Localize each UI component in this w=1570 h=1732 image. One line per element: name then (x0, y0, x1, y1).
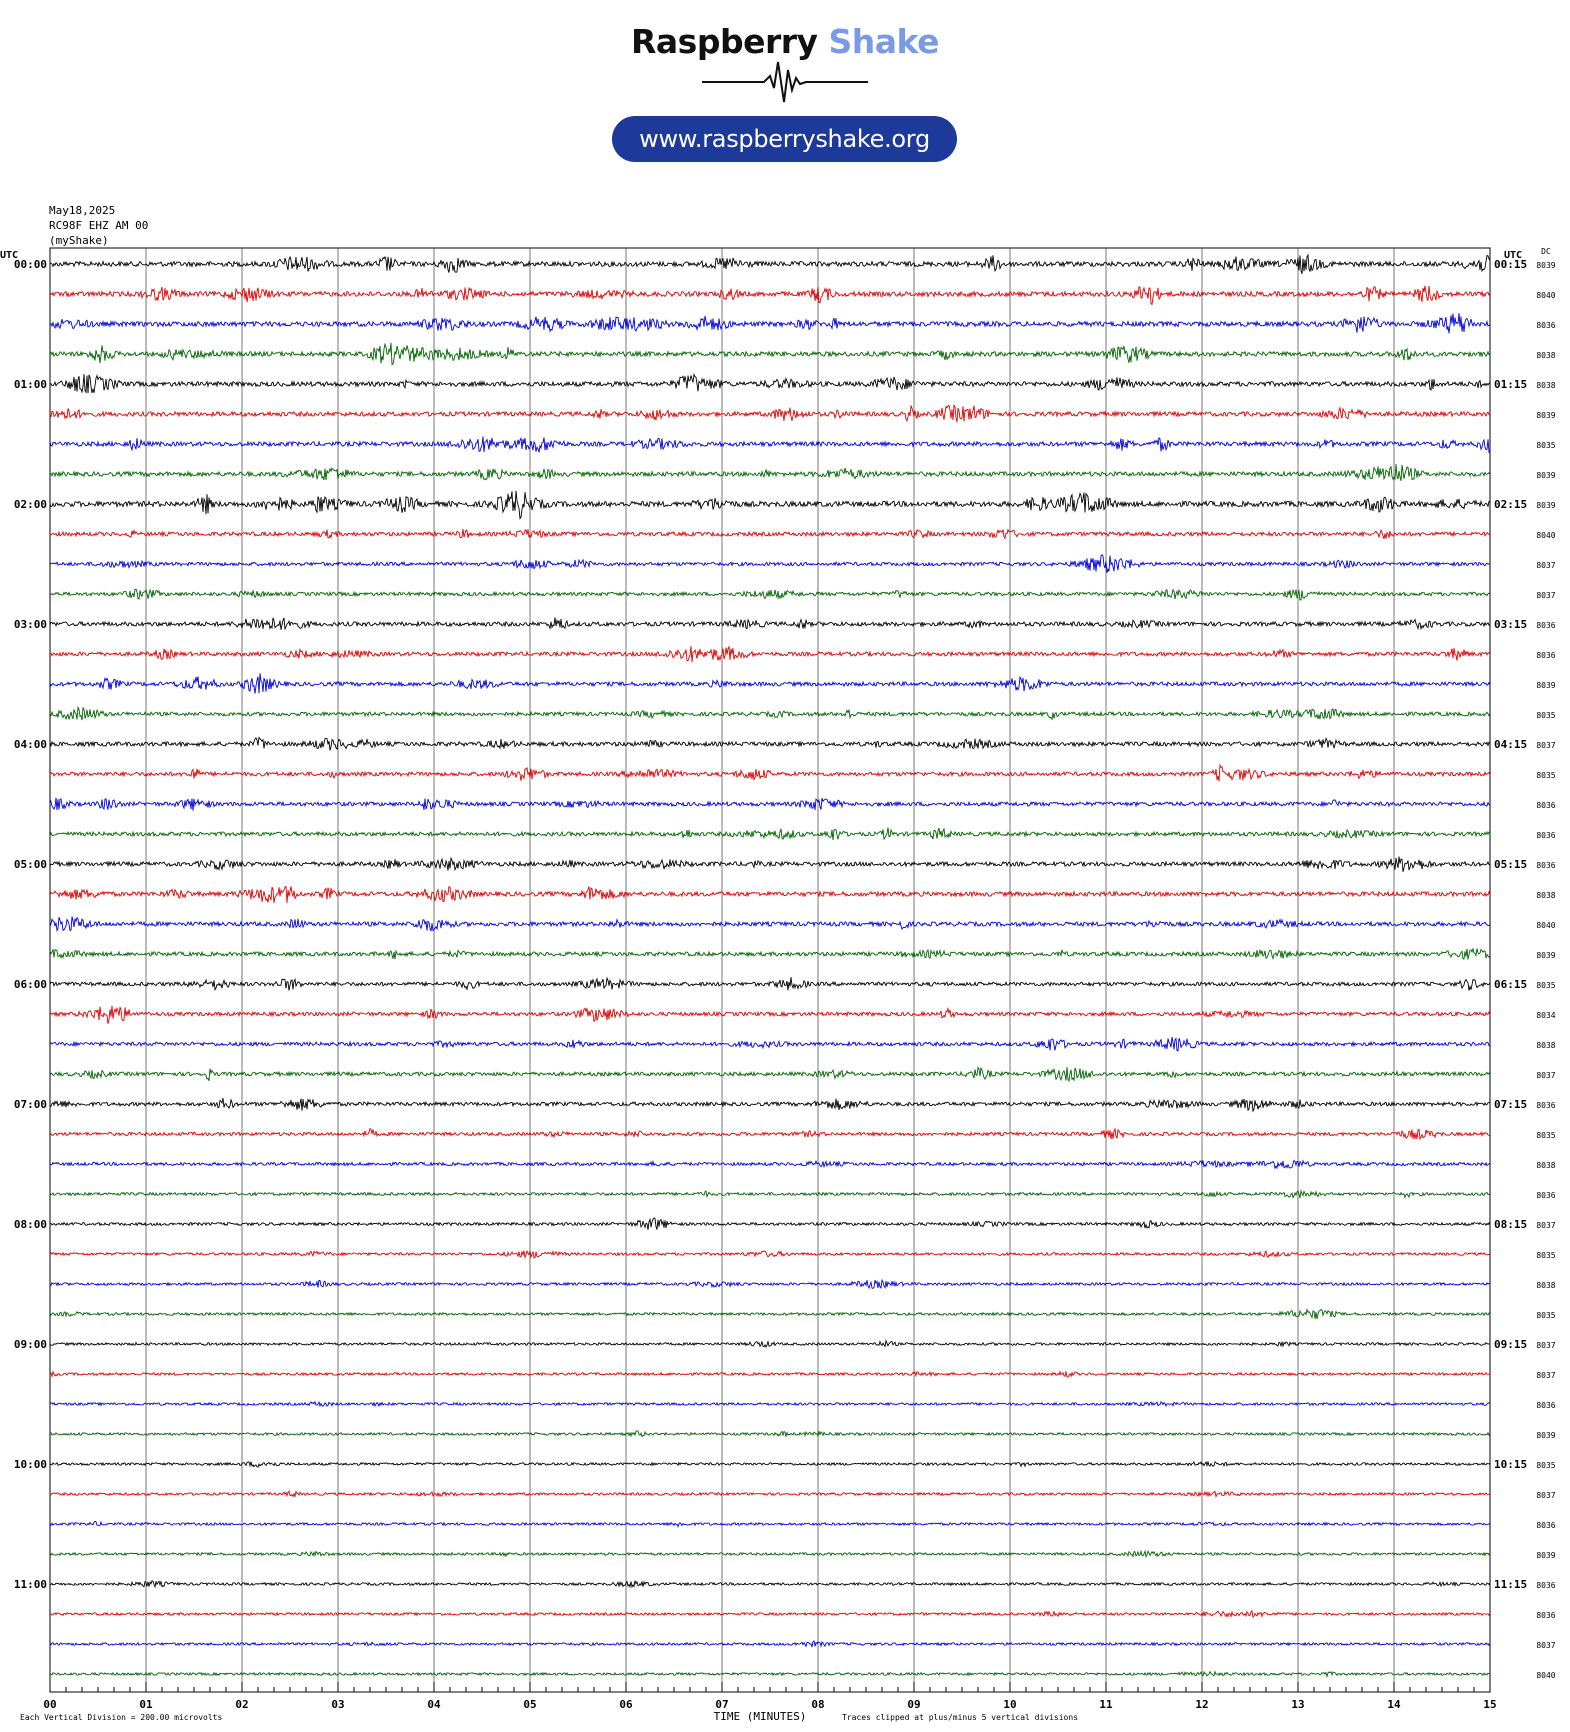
right-time-label: 05:15 (1494, 858, 1528, 871)
left-axis-header: UTC (0, 250, 19, 261)
x-tick-label: 11 (1099, 1698, 1113, 1711)
dc-value: 8038 (1536, 891, 1556, 900)
left-time-label: 11:00 (13, 1578, 47, 1591)
left-time-label: 09:00 (13, 1338, 47, 1351)
seismogram-trace (50, 1310, 1490, 1319)
dc-value: 8036 (1536, 321, 1556, 330)
dc-value: 8036 (1536, 801, 1556, 810)
dc-value: 8035 (1536, 1311, 1556, 1320)
seismogram-trace (50, 828, 1490, 840)
seismogram-trace (50, 1191, 1490, 1198)
dc-value: 8040 (1536, 921, 1556, 930)
right-time-label: 03:15 (1494, 618, 1528, 631)
x-tick-label: 01 (139, 1698, 153, 1711)
x-tick-label: 12 (1195, 1698, 1209, 1711)
dc-value: 8036 (1536, 1101, 1556, 1110)
seismogram-trace (50, 1371, 1490, 1377)
seismogram-trace (50, 1006, 1490, 1024)
dc-value: 8035 (1536, 441, 1556, 450)
seismogram-trace (50, 405, 1490, 422)
left-time-label: 07:00 (13, 1098, 47, 1111)
dc-value: 8037 (1536, 561, 1556, 570)
seismogram-trace (50, 765, 1490, 781)
x-tick-label: 07 (715, 1698, 729, 1711)
seismogram-trace (50, 1067, 1490, 1081)
seismogram-trace (50, 529, 1490, 539)
dc-value: 8037 (1536, 741, 1556, 750)
seismogram-trace (50, 1280, 1490, 1288)
seismogram-trace (50, 555, 1490, 573)
seismogram-trace (50, 374, 1490, 393)
seismogram-trace (50, 1581, 1490, 1587)
x-axis-label: TIME (MINUTES) (713, 1710, 807, 1723)
dc-value: 8039 (1536, 681, 1556, 690)
seismogram-trace (50, 977, 1490, 990)
seismogram-trace (50, 1491, 1490, 1496)
x-tick-label: 04 (427, 1698, 441, 1711)
logo-word-raspberry: Raspberry (631, 22, 818, 61)
seismogram-trace (50, 707, 1490, 720)
seismogram-trace (50, 464, 1490, 481)
left-time-label: 05:00 (13, 858, 47, 871)
logo-word-shake: Shake (828, 22, 939, 61)
x-tick-label: 00 (43, 1698, 57, 1711)
seismogram-trace (50, 313, 1490, 333)
seismogram-trace (50, 798, 1490, 811)
dc-value: 8039 (1536, 1431, 1556, 1440)
dc-value: 8037 (1536, 1371, 1556, 1380)
seismogram-trace (50, 1218, 1490, 1230)
left-time-label: 00:00 (13, 258, 47, 271)
right-axis-header: UTC (1504, 250, 1523, 261)
dc-value: 8037 (1536, 591, 1556, 600)
plot-frame (50, 248, 1490, 1692)
x-tick-label: 15 (1483, 1698, 1497, 1711)
x-tick-label: 05 (523, 1698, 537, 1711)
dc-value: 8036 (1536, 1581, 1556, 1590)
seismogram-trace (50, 437, 1490, 453)
dc-value: 8034 (1536, 1011, 1556, 1020)
seismogram-trace (50, 738, 1490, 751)
footer-clip-note: Traces clipped at plus/minus 5 vertical divisions (842, 1713, 1079, 1722)
dc-value: 8040 (1536, 1671, 1556, 1680)
dc-value: 8036 (1536, 861, 1556, 870)
dc-value: 8036 (1536, 831, 1556, 840)
dc-value: 8039 (1536, 1551, 1556, 1560)
seismogram-trace (50, 1251, 1490, 1258)
left-time-label: 01:00 (13, 378, 47, 391)
dc-value: 8035 (1536, 1461, 1556, 1470)
left-time-label: 10:00 (13, 1458, 47, 1471)
dc-value: 8038 (1536, 1041, 1556, 1050)
dc-value: 8035 (1536, 1131, 1556, 1140)
seismogram-trace (50, 857, 1490, 872)
seismogram-trace (50, 1551, 1490, 1556)
x-tick-label: 03 (331, 1698, 345, 1711)
seismogram-trace (50, 1672, 1490, 1677)
right-time-label: 06:15 (1494, 978, 1528, 991)
dc-value: 8039 (1536, 261, 1556, 270)
dc-value: 8039 (1536, 951, 1556, 960)
right-time-label: 11:15 (1494, 1578, 1528, 1591)
seismogram-trace (50, 1161, 1490, 1169)
dc-value: 8039 (1536, 501, 1556, 510)
x-tick-label: 10 (1003, 1698, 1017, 1711)
seismogram-trace (50, 255, 1490, 274)
dc-value: 8036 (1536, 651, 1556, 660)
seismogram-trace (50, 1129, 1490, 1140)
dc-value: 8036 (1536, 1401, 1556, 1410)
x-tick-label: 06 (619, 1698, 633, 1711)
seismogram-trace (50, 673, 1490, 693)
seismogram-trace (50, 1611, 1490, 1617)
plot-grid (50, 248, 1490, 1692)
dc-value: 8035 (1536, 981, 1556, 990)
plot-date: May18,2025 (49, 204, 116, 217)
seismogram-trace (50, 1462, 1490, 1468)
seismogram-trace (50, 1037, 1490, 1051)
left-time-label: 04:00 (13, 738, 47, 751)
dc-value: 8038 (1536, 351, 1556, 360)
seismogram-trace (50, 1341, 1490, 1347)
right-time-label: 09:15 (1494, 1338, 1528, 1351)
seismogram-trace (50, 1641, 1490, 1647)
seismogram-trace (50, 589, 1490, 600)
dc-value: 8035 (1536, 771, 1556, 780)
seismogram-trace (50, 646, 1490, 662)
dc-value: 8036 (1536, 1611, 1556, 1620)
seismogram-trace (50, 1098, 1490, 1111)
dc-value: 8040 (1536, 531, 1556, 540)
dc-value: 8038 (1536, 381, 1556, 390)
dc-value: 8037 (1536, 1341, 1556, 1350)
seismogram-trace (50, 917, 1490, 932)
network-name: (myShake) (49, 234, 109, 247)
seismogram-trace (50, 1521, 1490, 1526)
footer-scale-note: Each Vertical Division = 200.00 microvolts (20, 1713, 223, 1722)
left-time-label: 06:00 (13, 978, 47, 991)
seismogram-trace (50, 1402, 1490, 1407)
dc-value: 8037 (1536, 1071, 1556, 1080)
dc-value: 8039 (1536, 471, 1556, 480)
dc-value: 8035 (1536, 711, 1556, 720)
left-time-label: 02:00 (13, 498, 47, 511)
station-code: RC98F EHZ AM 00 (49, 219, 149, 232)
seismogram-trace (50, 343, 1490, 365)
right-time-label: 00:15 (1494, 258, 1528, 271)
seismogram-trace (50, 286, 1490, 305)
x-tick-label: 08 (811, 1698, 825, 1711)
right-time-label: 10:15 (1494, 1458, 1528, 1471)
dc-value: 8038 (1536, 1161, 1556, 1170)
right-time-label: 07:15 (1494, 1098, 1528, 1111)
seismogram-trace (50, 949, 1490, 960)
x-tick-label: 02 (235, 1698, 249, 1711)
right-time-label: 01:15 (1494, 378, 1528, 391)
dc-value: 8040 (1536, 291, 1556, 300)
x-tick-label: 09 (907, 1698, 921, 1711)
right-time-label: 08:15 (1494, 1218, 1528, 1231)
website-url-badge[interactable]: www.raspberryshake.org (612, 116, 957, 162)
seismogram-trace (50, 887, 1490, 904)
right-time-label: 04:15 (1494, 738, 1528, 751)
dc-value: 8035 (1536, 1251, 1556, 1260)
dc-value: 8036 (1536, 621, 1556, 630)
dc-value: 8036 (1536, 1191, 1556, 1200)
dc-value: 8037 (1536, 1221, 1556, 1230)
dc-value: 8037 (1536, 1641, 1556, 1650)
seismogram-trace (50, 1431, 1490, 1437)
x-tick-label: 13 (1291, 1698, 1305, 1711)
seismogram-trace (50, 491, 1490, 519)
left-time-label: 03:00 (13, 618, 47, 631)
dc-value: 8038 (1536, 1281, 1556, 1290)
x-tick-label: 14 (1387, 1698, 1401, 1711)
dc-value: 8039 (1536, 411, 1556, 420)
dc-value: 8036 (1536, 1521, 1556, 1530)
right-time-label: 02:15 (1494, 498, 1528, 511)
dc-value: 8037 (1536, 1491, 1556, 1500)
dc-header: DC (1541, 247, 1551, 256)
seismogram-trace (50, 617, 1490, 629)
left-time-label: 08:00 (13, 1218, 47, 1231)
seismogram-traces (50, 255, 1490, 1676)
